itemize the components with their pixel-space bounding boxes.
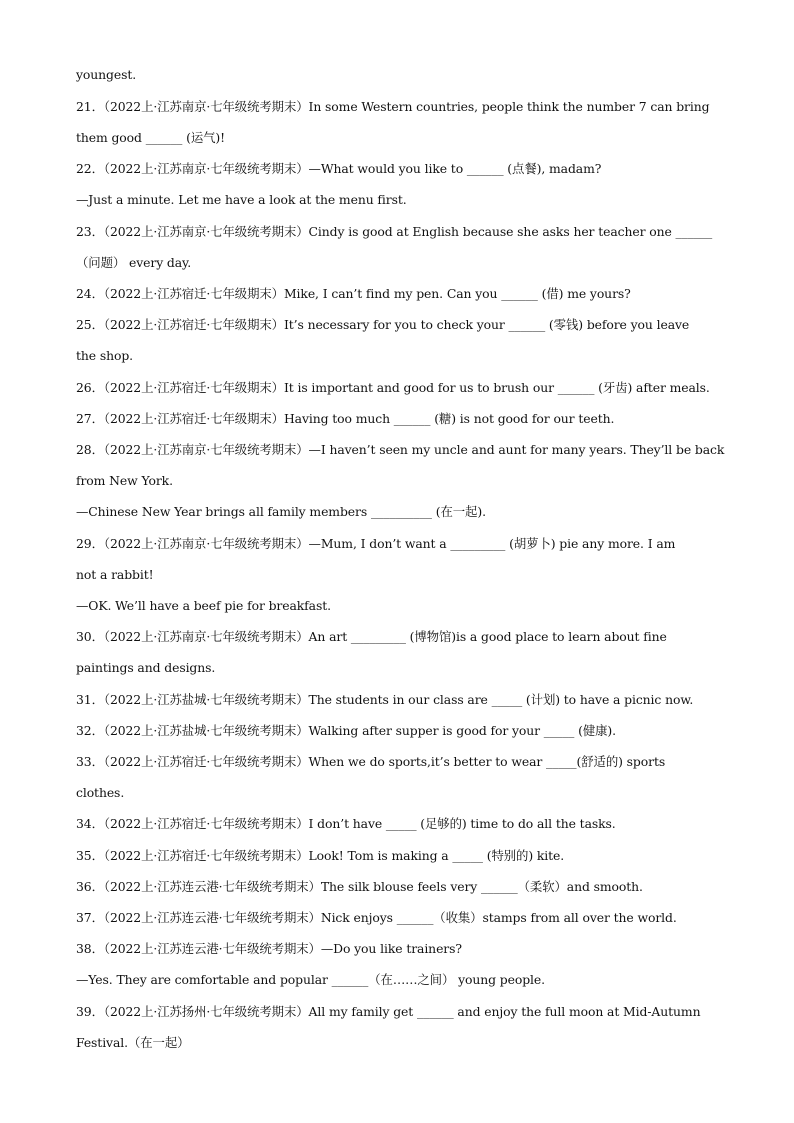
question-23-line-2: （问题） every day. [76,255,192,270]
question-25-line-1: 25．（2022上·江苏宿迁·七年级期末）It’s necessary for you to check your ______ (零钱) before you leave [76,317,690,332]
question-30-line-1: 30．（2022上·江苏南京·七年级统考期末）An art _________ (博物馆)is a good place to learn about fine [76,629,667,644]
question-33-line-2: clothes. [76,785,125,800]
question-30-line-2: paintings and designs. [76,660,216,675]
question-21-line-1: 21．（2022上·江苏南京·七年级统考期末）In some Western countries, people think the number 7 can bring [76,99,710,114]
question-26-line: 26．（2022上·江苏宿迁·七年级期末）It is important and good for us to brush our ______ (牙齿) after meals. [76,380,710,395]
question-39-line-1: 39．（2022上·江苏扬州·七年级统考期末）All my family get ______ and enjoy the full moon at Mid-Autumn [76,1004,701,1019]
question-33-line-1: 33．（2022上·江苏宿迁·七年级统考期末）When we do sports,it’s better to wear _____(舒适的) sports [76,754,666,769]
question-39-line-2: Festival.（在一起） [76,1035,190,1050]
question-22-line-2: —Just a minute. Let me have a look at the menu first. [76,192,407,207]
question-37-line: 37．（2022上·江苏连云港·七年级统考期末）Nick enjoys ______（收集）stamps from all over the world. [76,910,677,925]
question-29-line-1: 29．（2022上·江苏南京·七年级统考期末）—Mum, I don’t want a _________ (胡萝卜) pie any more. I am [76,536,676,551]
question-28-line-3: —Chinese New Year brings all family members __________ (在一起). [76,504,486,519]
question-28-line-1: 28．（2022上·江苏南京·七年级统考期末）—I haven’t seen my uncle and aunt for many years. They’ll be back [76,442,725,457]
question-31-line: 31．（2022上·江苏盐城·七年级统考期末）The students in our class are _____ (计划) to have a picnic now. [76,692,694,707]
question-21-line-2: them good ______ (运气)! [76,130,226,145]
question-24-line: 24．（2022上·江苏宿迁·七年级期末）Mike, I can’t find my pen. Can you ______ (借) me yours? [76,286,631,301]
question-32-line: 32．（2022上·江苏盐城·七年级统考期末）Walking after supper is good for your _____ (健康). [76,723,617,738]
question-34-line: 34．（2022上·江苏宿迁·七年级统考期末）I don’t have _____ (足够的) time to do all the tasks. [76,816,616,831]
question-29-line-3: —OK. We’ll have a beef pie for breakfast. [76,598,331,613]
text-line: youngest. [76,67,137,82]
question-36-line: 36．（2022上·江苏连云港·七年级统考期末）The silk blouse feels very ______（柔软）and smooth. [76,879,643,894]
question-35-line: 35．（2022上·江苏宿迁·七年级统考期末）Look! Tom is making a _____ (特别的) kite. [76,848,565,863]
question-29-line-2: not a rabbit! [76,567,154,582]
question-28-line-2: from New York. [76,473,173,488]
question-25-line-2: the shop. [76,348,133,363]
question-22-line-1: 22．（2022上·江苏南京·七年级统考期末）—What would you like to ______ (点餐), madam? [76,161,602,176]
question-27-line: 27．（2022上·江苏宿迁·七年级期末）Having too much ______ (糖) is not good for our teeth. [76,411,615,426]
question-38-line-2: —Yes. They are comfortable and popular ______（在……之间） young people. [76,972,545,987]
question-38-line-1: 38．（2022上·江苏连云港·七年级统考期末）—Do you like trainers? [76,941,462,956]
question-23-line-1: 23．（2022上·江苏南京·七年级统考期末）Cindy is good at English because she asks her teacher one ______ [76,224,713,239]
